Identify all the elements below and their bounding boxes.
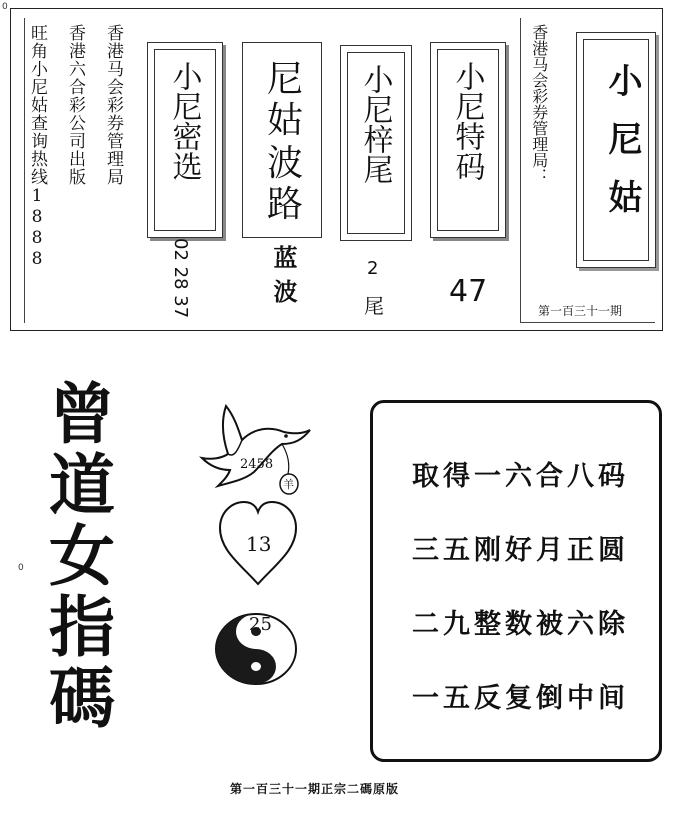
box-mi-outer xyxy=(147,42,223,238)
issue-label: 第一百三十一期 xyxy=(538,304,623,318)
heart-number: 13 xyxy=(246,532,272,556)
hotline-column: 旺角小尼姑查询热线1888 xyxy=(27,24,47,270)
yin-yang-number: 25 xyxy=(249,614,272,635)
box-road-result: 蓝波 xyxy=(269,245,298,313)
dove-number: 2458 xyxy=(240,457,274,472)
box-special-number: 47 xyxy=(449,274,488,309)
authority-column: 香港马会彩券管理局 xyxy=(103,24,123,186)
box-road-outer xyxy=(242,42,322,238)
right-authority-note: 香港马会彩券管理局： xyxy=(529,24,549,184)
big-title-char: 道 xyxy=(49,447,115,524)
corner-mark-top: 0 xyxy=(2,2,8,12)
big-title xyxy=(36,376,128,737)
box-mi-numbers: 02 28 37 xyxy=(170,238,191,319)
box-road-title-col2: 波路 xyxy=(266,143,303,226)
box-special-title: 小尼特码 xyxy=(449,61,485,181)
big-title-char: 碼 xyxy=(49,660,115,737)
box-special-outer xyxy=(430,42,506,238)
box-tail-number: 2 xyxy=(367,258,379,279)
box-tail-outer xyxy=(340,45,412,241)
dove-badge: 羊 xyxy=(283,478,294,491)
big-title-char: 指 xyxy=(49,589,115,666)
box-tail-title: 小尼梓尾 xyxy=(357,64,393,184)
corner-mark-middle: 0 xyxy=(18,563,24,573)
poem-line: 二九整数被六除 xyxy=(412,609,629,640)
poem-line: 取得一六合八码 xyxy=(412,461,629,492)
big-title-char: 女 xyxy=(49,518,115,595)
brand-title: 小尼姑 xyxy=(602,63,642,237)
panel-left-rule xyxy=(24,18,25,323)
box-tail-char: 尾 xyxy=(364,294,384,318)
brand-box xyxy=(576,32,656,268)
poem-line: 三五刚好月正圆 xyxy=(412,535,629,566)
publisher-column: 香港六合彩公司出版 xyxy=(65,24,85,186)
box-road-title-col1: 尼姑 xyxy=(266,59,303,142)
panel-divider-vertical xyxy=(520,18,521,323)
footer-issue: 第一百三十一期正宗二碼原版 xyxy=(230,782,400,796)
panel-divider-horizontal xyxy=(520,322,655,323)
box-mi-title: 小尼密选 xyxy=(166,61,202,181)
poem-line: 一五反复倒中间 xyxy=(412,683,629,714)
big-title-char: 曾 xyxy=(49,376,115,453)
dove-icon xyxy=(198,400,314,500)
